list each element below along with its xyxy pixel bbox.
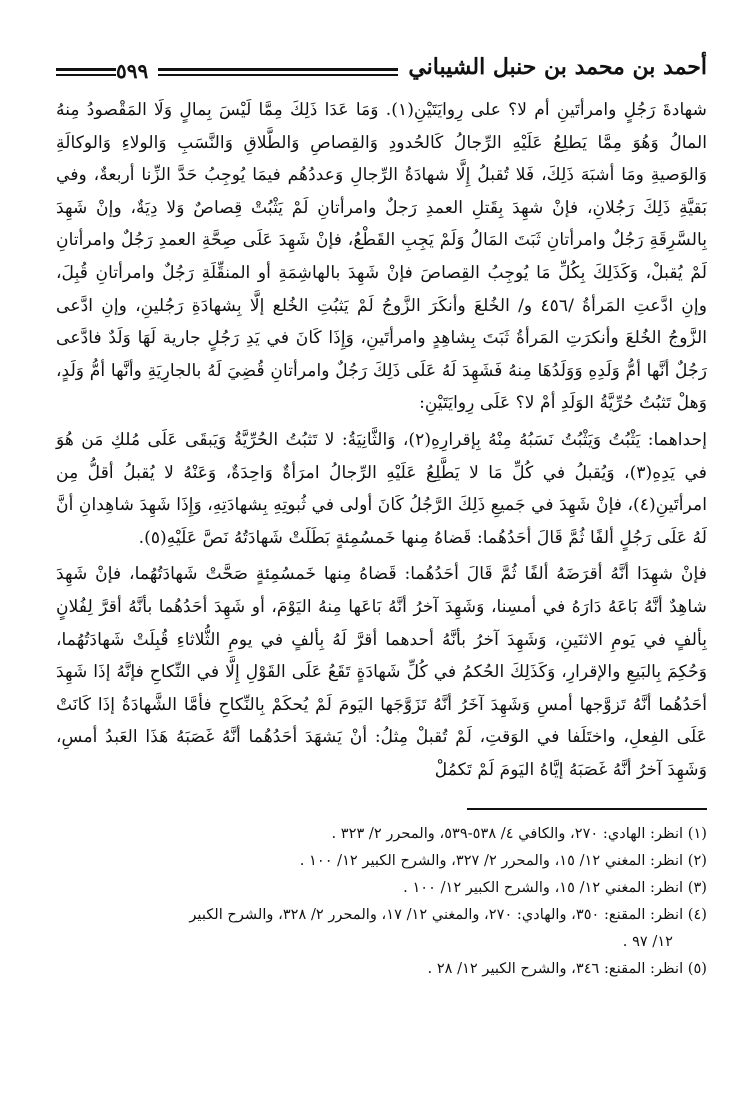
footnote: (٣) انظر: المغني ١٢/ ١٥، والشرح الكبير ١٢/ ١٠٠ . (403, 878, 707, 896)
header-rule-left (56, 65, 116, 76)
main-text (56, 94, 707, 786)
header-rule (158, 65, 398, 76)
running-header (56, 34, 707, 86)
paragraph: شهادةَ رَجُلٍ وامرأتَينِ أم لا؟ على رِوايَتَيْنِ(١). وَمَا عَدَا ذَلِكَ مِمَّا لَيْسَ بِمالٍ وَلَا المَقْصودُ مِنهُ المالُ وَهُوَ مِمَّا يَطلِعُ عَلَيْهِ الرِّجالُ كَالحُدودِ وَالقِصاصِ وَالطَّلاقِ وَالنَّسَبِ وَالولاءِ وَالوكالَةِ وَالوَصيةِ ومَا أشبَهَ ذَلِكَ، فَلا تُقبلُ إِلَّا شهادَةُ الرِّجالِ وَعددُهُم فيمَا يُوجِبُ حَدَّ الزِّنا أربعةٌ، وفي بَقيَّةِ ذَلِكَ رَجُلانِ، فإنْ شهِدَ بِقَتلِ العمدِ رَجلٌ وامرأتانِ لَمْ يَثْبُتْ قِصاصٌ وَلا دِيَةٌ، وإنْ شَهِدَ بِالسَّرِقَةِ رَجُلٌ وامرأتانِ ثَبَتَ المَالُ وَلَمْ يَجِبِ القَطْعُ، فإنْ شَهِدَ عَلَى صِحَّةِ العمدِ رَجُلٌ وامرأتانِ لَمْ يُقبلْ، وَكَذَلِكَ بِكُلِّ مَا يُوجِبُ القِصاصَ فإنْ شَهِدَ بالهاشِمَةِ أو المنقِّلَةِ رَجُلٌ وامرأتانِ قُبِلَ، وإنِ ادَّعتِ المَرأةُ /٤٥٦ و/ الخُلعَ وأنكَرَ الزَّوجُ لَمْ يَثبُتِ الخُلع إلَّا بِشهادَةِ رَجُلينِ، وإنِ ادَّعى الزَّوجُ الخُلعَ وأنكرَتِ المَرأةُ ثَبَتَ بِشاهِدٍ وامرأتَينِ، وَإِذَا كَانَ في يَدِ رَجُلٍ جارية لَهَا وَلَدٌ فادَّعى رَجُلٌ أنَّها أمُّ وَلَدِهِ وَوَلَدُهَا مِنهُ فَشَهِدَ لَهُ عَلَى ذَلِكَ رَجُلٌ وامرأتانِ قُضِيَ لَهُ بالجارِيَةِ وأنَّها أمُّ وَلَدٍ، وَهلْ تَثبُتُ حُرِّيَّةُ الوَلَدِ أمْ لا؟ عَلَى رِوايَتَيْنِ: (56, 100, 708, 414)
footnotes (56, 820, 707, 982)
footnote: (٤) انظر: المقنع: ٣٥٠، والهادي: ٢٧٠، والمغني ١٢/ ١٧، والمحرر ٢/ ٣٢٨، والشرح الكبير (189, 905, 707, 923)
page-number: ٥٩٩ (116, 59, 149, 83)
footnote: (١) انظر: الهادي: ٢٧٠، والكافي ٤/ ٥٣٨-٥٣٩، والمحرر ٢/ ٣٢٣ . (331, 824, 707, 842)
footnote-divider (467, 808, 707, 810)
footnote: (٢) انظر: المغني ١٢/ ١٥، والمحرر ٢/ ٣٢٧، والشرح الكبير ١٢/ ١٠٠ . (299, 851, 707, 869)
footnote: (٥) انظر: المقنع: ٣٤٦، والشرح الكبير ١٢/ ٢٨ . (427, 959, 707, 977)
paragraph: فإنْ شهِدَا أنَّهُ أقرَضَهُ ألفًا ثُمَّ قَالَ أحَدُهُما: قَضاهُ مِنها خَمسُمِئةٍ صَحَّتْ شَهادَتُهُما، فإنْ شَهِدَ شاهِدٌ أنَّهُ بَاعَهُ دَارَهُ في أمسِنا، وَشَهِدَ آخرُ أنَّهُ بَاعَها مِنهُ اليَوْمَ، أو شَهِدَ أحَدُهُما بأنَّهُ أقرَّ لِفُلانٍ بِألفٍ في يَومِ الاثنَينِ، وَشَهِدَ آخرُ بأنَّهُ أحدهما أقرَّ لَهُ بِألفٍ في يومِ الثُّلاثاءِ قُبِلَتْ شَهادَتُهُما، وَحُكِمَ بِالبَيعِ والإقرارِ، وَكَذَلِكَ الحُكمُ في كُلِّ شَهادَةٍ تَقَعُ عَلَى القَوْلِ إِلَّا في النِّكاحِ فإنَّهُ إذَا شَهِدَ أحَدُهُما أنَّهُ تَزوَّجها أمسِ وَشَهِدَ آخَرُ أنَّهُ تَزَوَّجَها اليَومَ لَمْ يُحكَمْ بِالنِّكاحِ فأمَّا الشَّهادَةُ إذَا كَانَتْ عَلَى الفِعلِ، واختَلَفا في الوَقتِ، لَمْ تُقبلْ مِثلُ: أنْ يَشهَدَ أحَدُهُما أنَّهُ غَصَبَهُ هَذَا العَبدُ أمسِ، وَشَهِدَ آخرُ أنَّهُ غَصَبَهُ إيَّاهُ اليَومَ لَمْ تَكمُلْ (56, 564, 707, 780)
footnote-continuation: ١٢/ ٩٧ . (622, 932, 673, 950)
header-title: أحمد بن محمد بن حنبل الشيباني (408, 54, 707, 80)
paragraph: إحداهما: يَثْبُتُ وَيَثْبُتُ نَسَبُهُ مِنْهُ بِإقرارِهِ(٢)، وَالثَّانِيَةُ: لا تَثبُتُ الحُرِّيَّةُ وَيَبقَى عَلَى مُلكِ مَن هُوَ في يَدِهِ(٣)، وَيُقبلُ في كُلِّ مَا لا يَطَّلِعُ عَلَيْهِ الرِّجالُ امرَأةٌ وَاحِدَةٌ، وَعَنْهُ لا يُقبلُ أقلُّ مِن امرأتَينِ(٤)، فإنْ شَهِدَ في جَميعِ ذَلِكَ الرَّجُلُ كَانَ أولى في ثُبوتِهِ بِشهادَتِهِ، وَإِذَا شَهِدَ شاهِدانِ أنَّ لَهُ عَلَى رَجُلٍ ألفًا ثُمَّ قَالَ أحَدُهُما: قَضاهُ مِنها خَمسُمِئةٍ بَطَلَتْ شَهادَتُهُ نَصَّ عَلَيْهِ(٥). (56, 429, 707, 548)
